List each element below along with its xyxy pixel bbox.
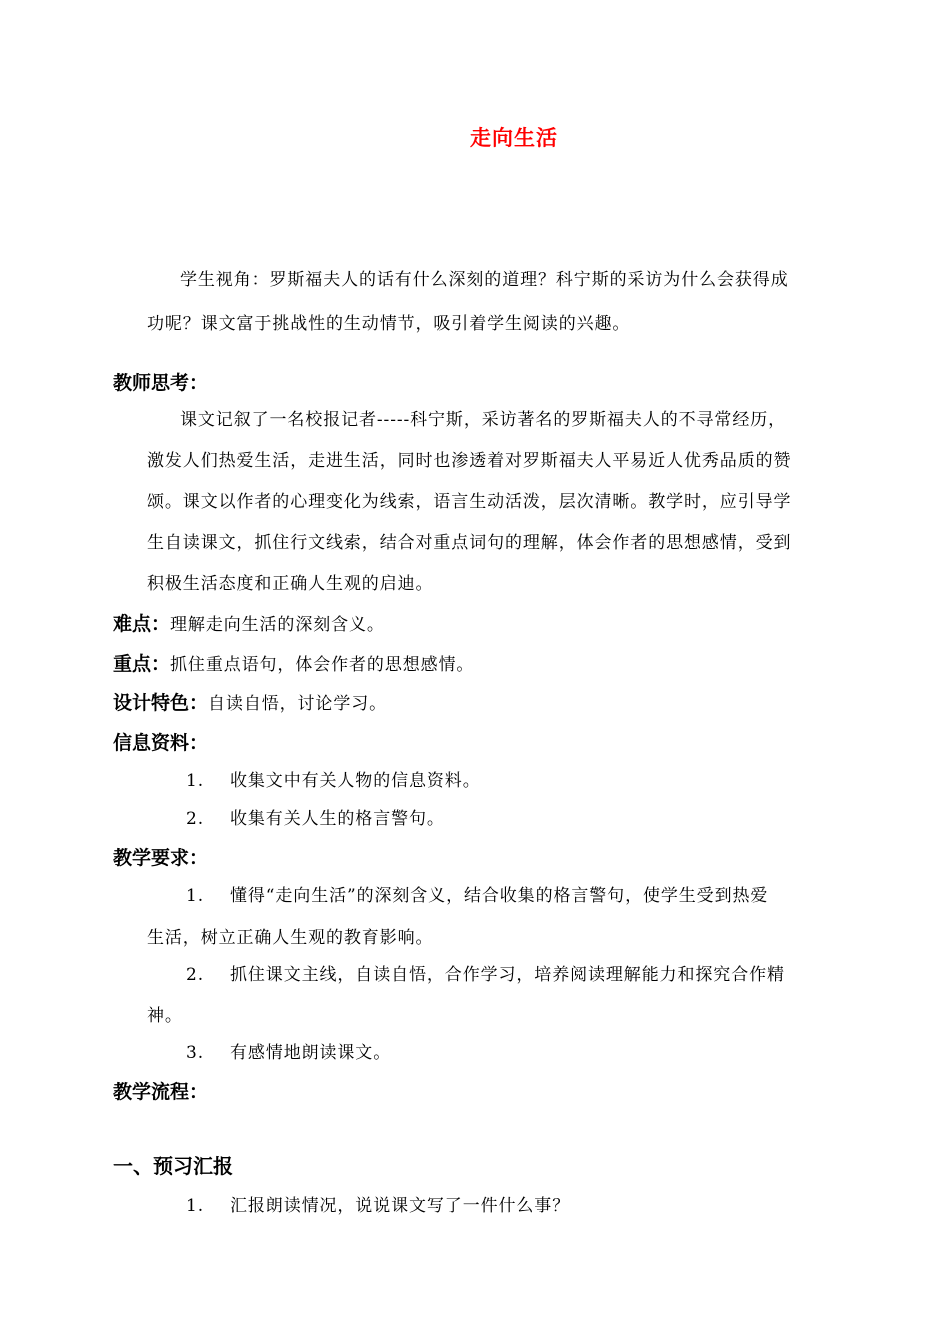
info-item-1-text: 收集文中有关人物的信息资料。 [230,771,481,791]
design-feature-row [113,690,387,717]
teacher-thinking-heading: 教师思考： [113,372,209,394]
teacher-thinking-line-4: 生自读课文，抓住行文线索，结合对重点词句的理解，体会作者的思想感情，受到 [147,533,792,553]
student-view-line-1: 学生视角：罗斯福夫人的话有什么深刻的道理？科宁斯的采访为什么会获得成 [180,270,789,290]
key-point-label: 重点： [113,653,171,675]
info-item-2 [186,807,445,831]
requirements-heading: 教学要求： [113,847,209,869]
key-point-row [113,651,474,678]
section-1-heading: 一、预习汇报 [113,1154,233,1178]
student-view-line-2: 功呢？课文富于挑战性的生动情节，吸引着学生阅读的兴趣。 [147,314,631,334]
requirement-item-2-line-2: 神。 [147,1006,183,1026]
requirement-item-3 [186,1041,391,1065]
document-title: 走向生活 [470,126,558,150]
requirement-item-1-line-2: 生活，树立正确人生观的教育影响。 [147,928,434,948]
difficulty-row [113,611,385,638]
difficulty-label: 难点： [113,613,171,635]
info-item-1-number: 1. [186,771,205,791]
requirement-item-3-number: 3. [186,1043,205,1063]
requirement-item-1-line-1 [186,884,768,908]
teacher-thinking-line-5: 积极生活态度和正确人生观的启迪。 [147,574,434,594]
section-1-item-1 [186,1194,570,1218]
teacher-thinking-line-3: 颂。课文以作者的心理变化为线索，语言生动活泼，层次清晰。教学时，应引导学 [147,492,792,512]
design-feature-label: 设计特色： [113,692,209,714]
info-item-2-text: 收集有关人生的格言警句。 [230,809,445,829]
key-point-text: 抓住重点语句，体会作者的思想感情。 [170,655,475,675]
requirement-item-2-line-1 [186,963,785,987]
requirement-item-1-text: 懂得“走向生活”的深刻含义，结合收集的格言警句，使学生受到热爱 [230,886,769,906]
design-feature-text: 自读自悟，讨论学习。 [208,694,388,714]
section-1-item-1-text: 汇报朗读情况，说说课文写了一件什么事？ [230,1196,571,1216]
info-heading: 信息资料： [113,732,209,754]
process-heading: 教学流程： [113,1081,209,1103]
info-item-1 [186,769,481,793]
requirement-item-2-number: 2. [186,965,205,985]
info-item-2-number: 2. [186,809,205,829]
requirement-item-3-text: 有感情地朗读课文。 [230,1043,392,1063]
teacher-thinking-line-1: 课文记叙了一名校报记者-----科宁斯，采访著名的罗斯福夫人的不寻常经历， [180,410,787,430]
requirement-item-2-text: 抓住课文主线，自读自悟，合作学习，培养阅读理解能力和探究合作精 [230,965,785,985]
teacher-thinking-line-2: 激发人们热爱生活，走进生活，同时也渗透着对罗斯福夫人平易近人优秀品质的赞 [147,451,792,471]
requirement-item-1-number: 1. [186,886,205,906]
difficulty-text: 理解走向生活的深刻含义。 [170,615,385,635]
section-1-item-1-number: 1. [186,1196,205,1216]
